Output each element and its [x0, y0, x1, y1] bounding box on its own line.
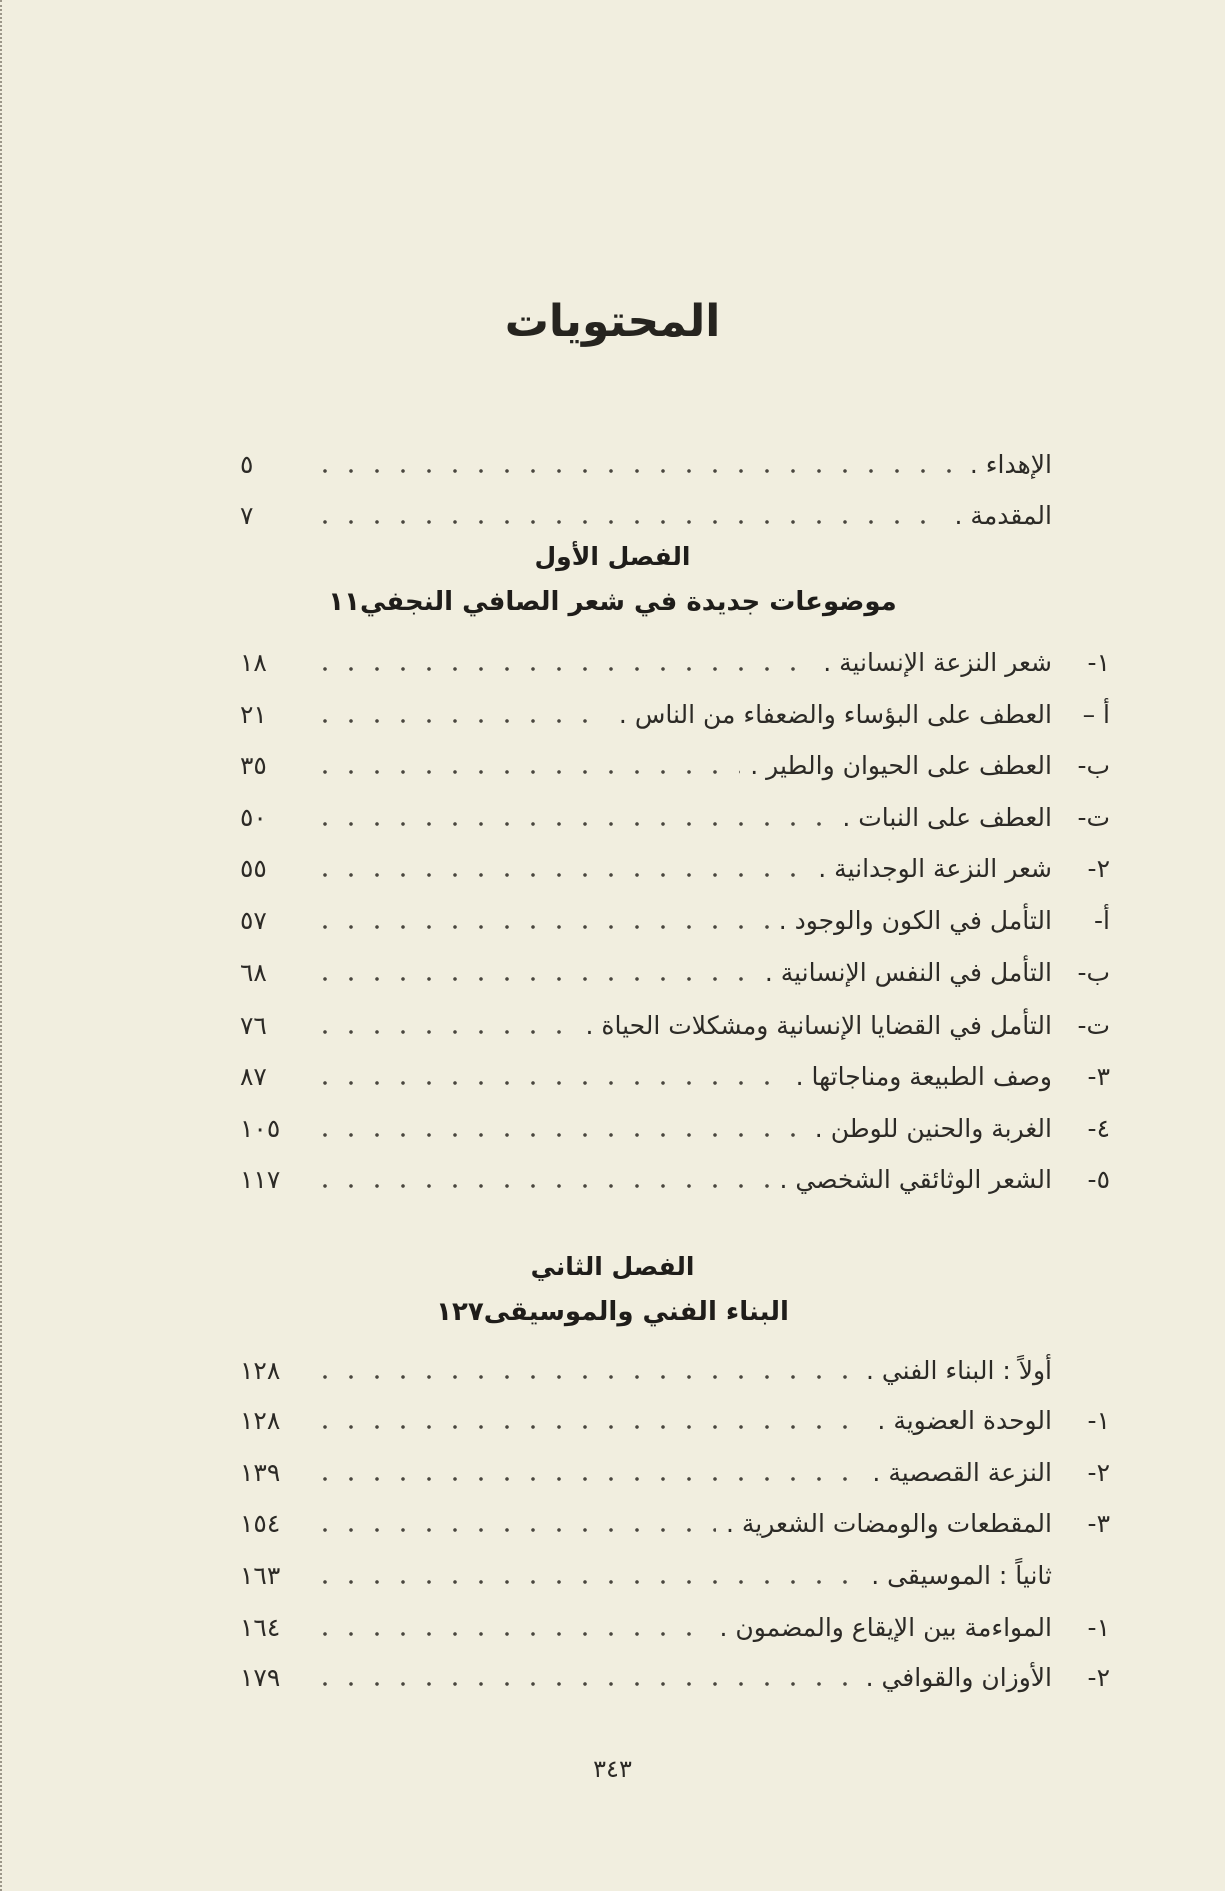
entry-title: شعر النزعة الوجدانية .: [818, 853, 1052, 883]
entry-number: ١-: [1087, 1612, 1110, 1642]
toc-entry[interactable]: [240, 1501, 1110, 1545]
dot-leader: [312, 770, 740, 774]
entry-page: ١٠٥: [240, 1113, 281, 1143]
entry-number: ب-: [1077, 957, 1110, 987]
entry-number: ب-: [1077, 750, 1110, 780]
toc-entry[interactable]: [240, 692, 1110, 736]
toc-entry[interactable]: [240, 1450, 1110, 1494]
entry-page: ٢١: [240, 699, 267, 729]
entry-title: الغربة والحنين للوطن .: [814, 1113, 1052, 1143]
entry-title: المقطعات والومضات الشعرية .: [725, 1508, 1052, 1538]
toc-entry[interactable]: [240, 1003, 1110, 1047]
entry-page: ١٧٩: [240, 1662, 281, 1692]
entry-number: ت-: [1077, 802, 1110, 832]
entry-page: ٧: [240, 500, 254, 530]
dot-leader: [312, 1081, 786, 1085]
entry-page: ١٣٩: [240, 1457, 281, 1487]
dot-leader: [312, 1528, 716, 1532]
toc-entry[interactable]: [240, 1157, 1110, 1201]
entry-number: ١-: [1087, 647, 1110, 677]
entry-page: ٣٥: [240, 750, 267, 780]
entry-title: المقدمة .: [954, 500, 1052, 530]
dot-leader: [312, 1133, 805, 1137]
entry-page: ٥٥: [240, 853, 267, 883]
dot-leader: [312, 719, 609, 723]
toc-entry[interactable]: [240, 795, 1110, 839]
entry-title: النزعة القصصية .: [872, 1457, 1052, 1487]
entry-page: ٥٧: [240, 905, 267, 935]
entry-title: وصف الطبيعة ومناجاتها .: [795, 1061, 1052, 1091]
entry-title: العطف على البؤساء والضعفاء من الناس .: [618, 699, 1052, 729]
page-left-edge: [0, 0, 8, 1891]
chapter-1-heading: الفصل الأول: [534, 542, 691, 571]
entry-number: ١-: [1087, 1405, 1110, 1435]
dot-leader: [312, 977, 755, 981]
entry-title: أولاً : البناء الفني .: [865, 1355, 1052, 1385]
entry-title: المواءمة بين الإيقاع والمضمون .: [719, 1612, 1052, 1642]
toc-entry[interactable]: [240, 1398, 1110, 1442]
entry-title: التأمل في الكون والوجود .: [778, 905, 1052, 935]
entry-page: ١١٧: [240, 1164, 281, 1194]
chapter-2-heading: الفصل الثاني: [530, 1252, 695, 1281]
entry-number: ٢-: [1087, 1457, 1110, 1487]
entry-number: ٥-: [1087, 1164, 1110, 1194]
entry-number: أ –: [1082, 699, 1110, 729]
entry-number: ت-: [1077, 1010, 1110, 1040]
toc-entry[interactable]: [240, 846, 1110, 890]
toc-entry[interactable]: [240, 1605, 1110, 1649]
entry-title: الأوزان والقوافي .: [865, 1662, 1052, 1692]
entry-page: ٥٠: [240, 802, 267, 832]
dot-leader: [312, 469, 960, 473]
dot-leader: [312, 1632, 709, 1636]
entry-page: ١٥٤: [240, 1508, 281, 1538]
chapter-2-subtitle: البناء الفني والموسيقى١٢٧: [436, 1297, 789, 1327]
toc-entry-introduction[interactable]: [240, 493, 1110, 537]
entry-title: العطف على الحيوان والطير .: [750, 750, 1052, 780]
entry-page: ١٦٤: [240, 1612, 281, 1642]
dot-leader: [312, 1425, 867, 1429]
dot-leader: [312, 925, 769, 929]
entry-title: ثانياً : الموسيقى .: [871, 1560, 1052, 1590]
entry-number: أ-: [1094, 905, 1110, 935]
page-title: المحتويات: [504, 296, 721, 347]
toc-entry[interactable]: [240, 1054, 1110, 1098]
entry-page: ١٦٣: [240, 1560, 281, 1590]
entry-title: التأمل في النفس الإنسانية .: [764, 957, 1052, 987]
entry-title: العطف على النبات .: [842, 802, 1052, 832]
entry-number: ٢-: [1087, 853, 1110, 883]
dot-leader: [312, 1580, 861, 1584]
toc-entry[interactable]: [240, 640, 1110, 684]
entry-title: الوحدة العضوية .: [877, 1405, 1052, 1435]
entry-title: التأمل في القضايا الإنسانية ومشكلات الحياة .: [585, 1010, 1052, 1040]
toc-entry[interactable]: [240, 950, 1110, 994]
dot-leader: [312, 520, 945, 524]
toc-entry[interactable]: [240, 1106, 1110, 1150]
dot-leader: [312, 822, 832, 826]
entry-page: ٦٨: [240, 957, 267, 987]
dot-leader: [312, 1030, 575, 1034]
entry-page: ١٨: [240, 647, 267, 677]
dot-leader: [312, 1184, 769, 1188]
toc-entry-dedication[interactable]: [240, 442, 1110, 486]
toc-entry[interactable]: [240, 1655, 1110, 1699]
dot-leader: [312, 1477, 862, 1481]
dot-leader: [312, 1682, 856, 1686]
entry-title: الشعر الوثائقي الشخصي .: [779, 1164, 1052, 1194]
entry-number: ٣-: [1087, 1061, 1110, 1091]
entry-page: ٥: [240, 449, 254, 479]
chapter-1-subtitle: موضوعات جديدة في شعر الصافي النجفي١١: [328, 587, 897, 617]
dot-leader: [312, 873, 808, 877]
entry-title: شعر النزعة الإنسانية .: [823, 647, 1052, 677]
toc-entry[interactable]: [240, 898, 1110, 942]
entry-number: ٤-: [1087, 1113, 1110, 1143]
dot-leader: [312, 1375, 856, 1379]
toc-entry[interactable]: [240, 743, 1110, 787]
toc-entry[interactable]: [240, 1553, 1110, 1597]
entry-page: ٨٧: [240, 1061, 267, 1091]
entry-page: ٧٦: [240, 1010, 267, 1040]
page-number: ٣٤٣: [593, 1755, 632, 1783]
dot-leader: [312, 667, 813, 671]
toc-entry[interactable]: [240, 1348, 1110, 1392]
entry-page: ١٢٨: [240, 1405, 281, 1435]
entry-title: الإهداء .: [969, 449, 1052, 479]
entry-page: ١٢٨: [240, 1355, 281, 1385]
entry-number: ٣-: [1087, 1508, 1110, 1538]
entry-number: ٢-: [1087, 1662, 1110, 1692]
